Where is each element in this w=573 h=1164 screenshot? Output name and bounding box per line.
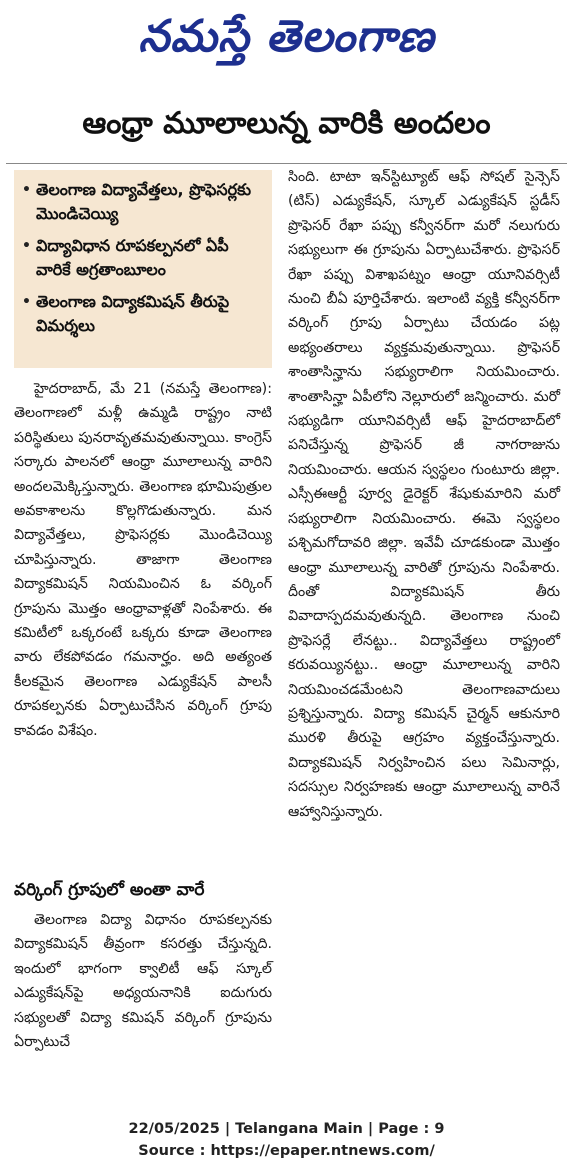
divider [6,163,567,164]
newspaper-masthead: నమస్తే తెలంగాణ [138,11,435,62]
highlight-item [22,234,264,282]
highlight-item [22,290,264,338]
highlight-item [22,178,264,226]
bullet-icon: • [22,182,31,198]
highlights-box [14,170,272,368]
source-link[interactable]: Source : https://epaper.ntnews.com/ [138,1143,435,1159]
article-column-right [288,165,560,824]
highlight-text: తెలంగాణ విద్యావేత్తలు, ప్రొఫెసర్లకు మొండిచెయ్యి [36,180,252,223]
bullet-icon: • [22,294,31,310]
article-paragraph: తెలంగాణ విద్యా విధానం రూపకల్పనకు విద్యాకమిషన్ తీవ్రంగా కసరత్తు చేస్తున్నది. ఇందులో భాగంగా క్వాలిటీ ఆఫ్ స్కూల్ ఎడ్యుకేషన్‌పై అధ్యయనానికి ఐదుగురు సభ్యులతో విద్యా కమిషన్ వర్కింగ్ గ్రూపును ఏర్పాటుచే [14,912,272,1051]
highlight-text: విద్యావిధాన రూపకల్పనలో ఏపీ వారికే అగ్రతాంబూలం [36,236,229,279]
article-paragraph: హైదరాబాద్, మే 21 (నమస్తే తెలంగాణ): తెలంగాణలో మళ్లీ ఉమ్మడి రాష్ట్రం నాటి పరిస్థితులు పునరావృతమవుతున్నాయి. కాంగ్రెస్ సర్కారు పాలనలో ఆంధ్రా మూలాలున్న వారిని అందలమెక్కిస్తున్నారు. తెలంగాణ భూమిపుత్రుల అవకాశాలను కొల్లగొడుతున్నారు. మన విద్యావేత్తలు, ప్రొఫెసర్లకు మొండిచెయ్యి చూపిస్తున్నారు. తాజాగా తెలంగాణ విద్యాకమిషన్ నియమించిన ఓ వర్కింగ్ గ్రూపును మొత్తం ఆంధ్రావాళ్లతో నింపేశారు. ఈ కమిటీలో ఒక్కరంటే ఒక్కరు కూడా తెలంగాణ వారు లేకపోవడం గమనార్హం. అది అత్యంత కీలకమైన తెలంగాణ ఎడ్యుకేషన్ పాలసీ రూపకల్పనకు ఏర్పాటుచేసిన వర్కింగ్ గ్రూపు కావడం విశేషం. [14,381,272,739]
bullet-icon: • [22,238,31,254]
page-footer [0,1118,573,1162]
article-column-left [14,377,272,743]
edition-info: 22/05/2025 | Telangana Main | Page : 9 [128,1121,445,1137]
article-column-left-continued [14,908,272,1054]
article-headline: ఆంధ్రా మూలాలున్న వారికి అందలం [82,106,491,141]
article-paragraph: సింది. టాటా ఇన్‌స్టిట్యూట్ ఆఫ్ సోషల్ సైన్సెస్ (టిస్) ఎడ్యుకేషన్, స్కూల్ ఎడ్యుకేషన్ స్టడీస్ ప్రొఫెసర్ రేఖా పప్పు కన్వీనర్‌గా మరో నలుగురు సభ్యులుగా ఈ గ్రూపును ఏర్పాటుచేశారు. ప్రొఫెసర్ రేఖా పప్పు విశాఖపట్నం ఆంధ్రా యూనివర్సిటీ నుంచి బీఏ పూర్తిచేశారు. ఇలాంటి వ్యక్తి కన్వీనర్‌గా వర్కింగ్ గ్రూపు ఏర్పాటు చేయడం పట్ల అభ్యంతరాలు వ్యక్తమవుతున్నాయి. ప్రొఫెసర్ శాంతాసిన్హాను సభ్యురాలిగా నియమించారు. శాంతాసిన్హా ఏపీలోని నెల్లూరులో జన్మించారు. మరో సభ్యుడిగా యూనివర్సిటీ ఆఫ్ హైదరాబాద్‌లో పనిచేస్తున్న ప్రొఫెసర్ జీ నాగరాజును నియమించారు. ఆయన స్వస్థలం గుంటూరు జిల్లా. ఎస్సీఈఆర్టీ పూర్వ డైరెక్టర్ శేషుకుమారిని మరో సభ్యురాలిగా నియమించారు. ఈమె స్వస్థలం పశ్చిమగోదావరి జిల్లా. ఇవేవీ చూడకుండా మొత్తం ఆంధ్రా మూలాలున్న వారితో గ్రూపును నింపేశారు. దీంతో విద్యాకమిషన్ తీరు వివాదాస్పదమవుతున్నది. తెలంగాణ నుంచి ప్రొఫెసర్లే లేనట్టు.. విద్యావేత్తలు రాష్ట్రంలో కరువయ్యినట్టు.. ఆంధ్రా మూలాలున్న వారిని నియమించడమేంటని తెలంగాణవాదులు ప్రశ్నిస్తున్నారు. విద్యా కమిషన్ చైర్మన్ ఆకునూరి మురళి తీరుపై ఆగ్రహం వ్యక్తంచేస్తున్నారు. విద్యాకమిషన్ నిర్వహించిన పలు సెమినార్లు, సదస్సుల నిర్వహణకు ఆంధ్రా మూలాలున్న వారినే ఆహ్వానిస్తున్నారు. [288,169,560,820]
highlight-text: తెలంగాణ విద్యాకమిషన్ తీరుపై విమర్శలు [36,292,230,335]
article-subheading: వర్కింగ్ గ్రూపులో అంతా వారే [14,880,205,900]
